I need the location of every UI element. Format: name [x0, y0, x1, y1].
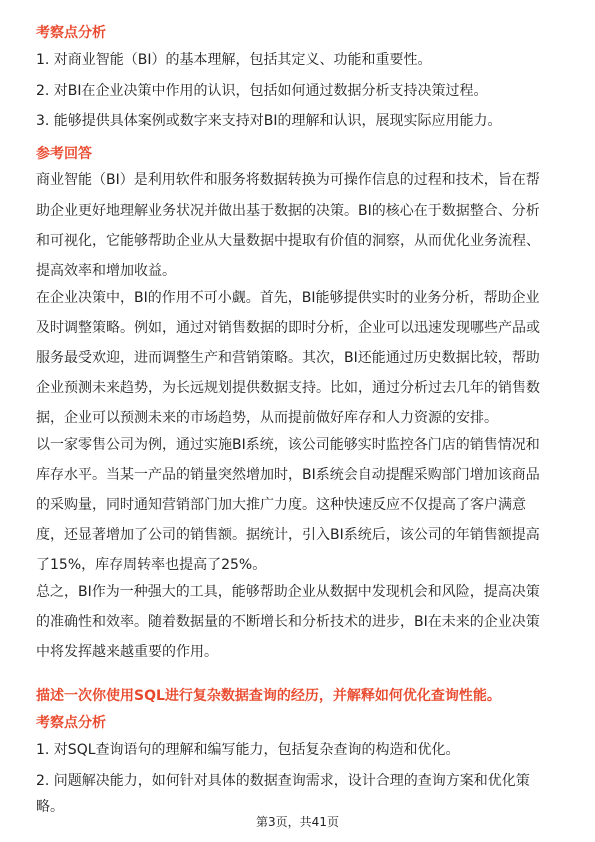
answer-line: 商业智能（BI）是利用软件和服务将数据转换为可操作信息的过程和技术，旨在帮	[36, 172, 540, 188]
analysis-item: 1. 对SQL查询语句的理解和编写能力，包括复杂查询的构造和优化。	[36, 742, 460, 758]
answer-line: 库存水平。当某一产品的销量突然增加时，BI系统会自动提醒采购部门增加该商品	[36, 467, 540, 483]
analysis-item: 2. 对BI在企业决策中作用的认识，包括如何通过数据分析支持决策过程。	[36, 83, 488, 99]
answer-line: 的准确性和效率。随着数据量的不断增长和分析技术的进步，BI在未来的企业决策	[36, 614, 540, 630]
answer-line: 服务最受欢迎，进而调整生产和营销策略。其次，BI还能通过历史数据比较，帮助	[36, 350, 540, 366]
question-heading: 描述一次你使用SQL进行复杂数据查询的经历，并解释如何优化查询性能。	[36, 688, 501, 704]
answer-line: 以一家零售公司为例，通过实施BI系统，该公司能够实时监控各门店的销售情况和	[36, 437, 540, 453]
answer-line: 助企业更好地理解业务状况并做出基于数据的决策。BI的核心在于数据整合、分析	[36, 203, 540, 219]
analysis-heading: 考察点分析	[36, 715, 106, 731]
analysis-item: 略。	[36, 799, 64, 815]
page-number: 第3页，共41页	[256, 815, 339, 829]
answer-line: 提高效率和增加收益。	[36, 263, 176, 279]
analysis-item: 3. 能够提供具体案例或数字来支持对BI的理解和认识，展现实际应用能力。	[36, 113, 502, 129]
answer-line: 度，还显著增加了公司的销售额。据统计，引入BI系统后，该公司的年销售额提高	[36, 527, 540, 543]
answer-line: 的采购量，同时通知营销部门加大推广力度。这种快速反应不仅提高了客户满意	[36, 497, 526, 513]
answer-line: 企业预测未来趋势，为长远规划提供数据支持。比如，通过分析过去几年的销售数	[36, 380, 540, 396]
answer-line: 总之，BI作为一种强大的工具，能够帮助企业从数据中发现机会和风险，提高决策	[36, 584, 540, 600]
analysis-item: 2. 问题解决能力，如何针对具体的数据查询需求，设计合理的查询方案和优化策	[36, 773, 530, 789]
answer-line: 了15%，库存周转率也提高了25%。	[36, 557, 267, 573]
answer-line: 据，企业可以预测未来的市场趋势，从而提前做好库存和人力资源的安排。	[36, 410, 498, 426]
answer-line: 及时调整策略。例如，通过对销售数据的即时分析，企业可以迅速发现哪些产品或	[36, 320, 540, 336]
analysis-item: 1. 对商业智能（BI）的基本理解，包括其定义、功能和重要性。	[36, 52, 432, 68]
answer-line: 在企业决策中，BI的作用不可小觑。首先，BI能够提供实时的业务分析，帮助企业	[36, 290, 540, 306]
answer-line: 中将发挥越来越重要的作用。	[36, 644, 218, 660]
answer-line: 和可视化，它能够帮助企业从大量数据中提取有价值的洞察，从而优化业务流程、	[36, 233, 540, 249]
answer-heading: 参考回答	[36, 146, 92, 162]
analysis-heading: 考察点分析	[36, 25, 106, 41]
